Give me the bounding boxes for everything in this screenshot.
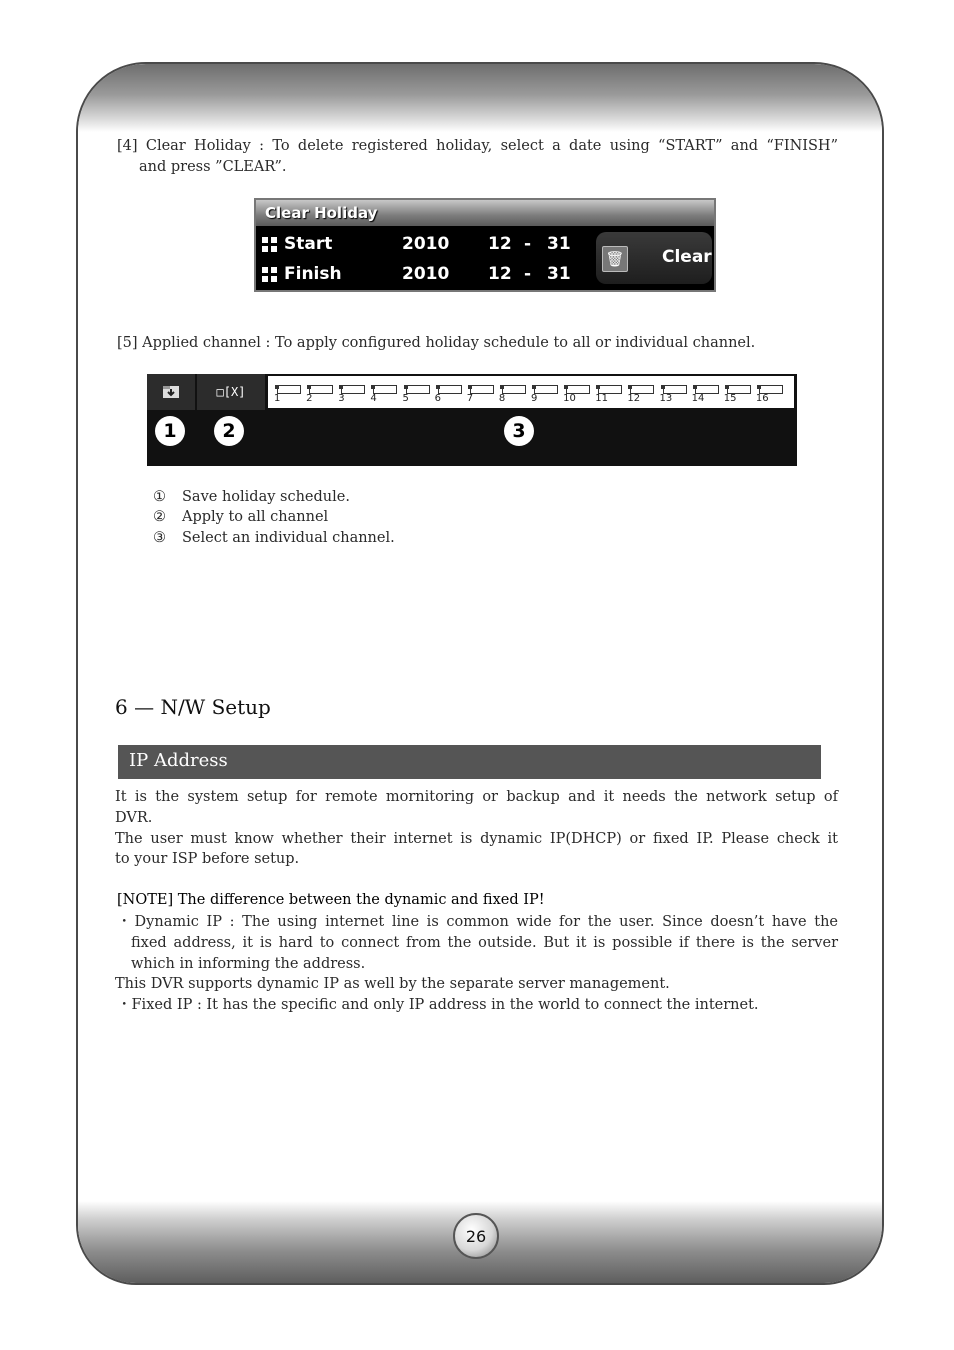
legend-3-mark: ③: [153, 530, 166, 546]
fixed-ip-line: ・Fixed IP : It has the specific and only IP address in the world to connect the internet.: [117, 997, 759, 1013]
body-p1b: DVR.: [115, 810, 153, 826]
header-band: [78, 64, 882, 132]
page-number: 26: [453, 1213, 499, 1259]
section-bar-ip-address: IP Address: [118, 745, 821, 779]
channel-swatch: [309, 385, 333, 394]
channel-number: 7: [466, 393, 474, 404]
finish-year[interactable]: 2010: [402, 264, 450, 284]
channel-swatch: [470, 385, 494, 394]
channel-checkbox[interactable]: [531, 382, 563, 406]
channel-swatch: [406, 385, 430, 394]
channel-number: 10: [563, 393, 576, 404]
channel-swatch: [438, 385, 462, 394]
channel-number: 14: [691, 393, 705, 404]
channel-checkbox[interactable]: [370, 382, 402, 406]
clear-holiday-title: Clear Holiday: [256, 200, 714, 226]
legend-1-text: Save holiday schedule.: [182, 489, 350, 505]
body-p2a: The user must know whether their internet is dynamic IP(DHCP) or fixed IP. Please check it: [115, 831, 838, 847]
section-heading: 6 — N/W Setup: [115, 695, 271, 719]
channel-selector: [268, 376, 794, 408]
finish-day[interactable]: 31: [547, 264, 571, 284]
grid-icon: [262, 237, 277, 252]
clear-holiday-panel: [254, 198, 716, 292]
trash-icon: 🗑: [602, 246, 628, 272]
channel-checkbox[interactable]: [595, 382, 627, 406]
channel-number: 12: [627, 393, 641, 404]
channel-number: 16: [755, 393, 769, 404]
channel-number: 5: [402, 393, 409, 404]
legend-2-mark: ②: [153, 509, 166, 525]
channel-checkbox[interactable]: [660, 382, 692, 406]
grid-icon: [262, 267, 277, 282]
channel-checkbox[interactable]: [467, 382, 499, 406]
body-p2b: to your ISP before setup.: [115, 851, 300, 867]
item4-line2: and press ”CLEAR”.: [139, 159, 287, 175]
channel-checkbox[interactable]: [338, 382, 370, 406]
channel-checkbox[interactable]: [274, 382, 306, 406]
applied-channel-panel: [147, 374, 797, 466]
channel-number: 15: [723, 393, 737, 404]
channel-number: 6: [434, 393, 441, 404]
channel-checkbox[interactable]: [435, 382, 467, 406]
clear-button[interactable]: [596, 232, 712, 284]
channel-number: 1: [274, 393, 281, 404]
body-p1a: It is the system setup for remote mornitoring or backup and it needs the network setup of: [115, 789, 838, 805]
channel-checkbox[interactable]: [724, 382, 756, 406]
finish-label: Finish: [284, 264, 342, 284]
start-row: [262, 230, 582, 258]
channel-checkbox[interactable]: [499, 382, 531, 406]
start-sep: -: [524, 234, 532, 254]
dynamic-ip-line1: ・Dynamic IP : The using internet line is common wide for the user. Since doesn’t have the: [117, 914, 838, 930]
legend-1-mark: ①: [153, 489, 166, 505]
clear-button-label: Clear: [662, 247, 712, 267]
channel-checkbox[interactable]: [756, 382, 788, 406]
channel-checkbox[interactable]: [403, 382, 435, 406]
start-month[interactable]: 12: [488, 234, 512, 254]
apply-all-button[interactable]: □[X]: [197, 374, 265, 410]
channel-number: 11: [595, 393, 608, 404]
finish-month[interactable]: 12: [488, 264, 512, 284]
note-title: [NOTE] The difference between the dynamic and fixed IP!: [117, 892, 545, 908]
channel-swatch: [502, 385, 526, 394]
channel-swatch: [341, 385, 365, 394]
dynamic-ip-line3: which in informing the address.: [131, 956, 366, 972]
finish-row: [262, 260, 582, 288]
channel-number: 8: [498, 393, 506, 404]
channel-swatch: [277, 385, 301, 394]
channel-checkbox[interactable]: [692, 382, 724, 406]
save-button[interactable]: [147, 374, 195, 410]
channel-checkbox[interactable]: [306, 382, 338, 406]
channel-checkbox[interactable]: [627, 382, 659, 406]
channel-number: 13: [659, 393, 673, 404]
marker-3: 3: [504, 416, 534, 446]
marker-1: 1: [155, 416, 185, 446]
finish-sep: -: [524, 264, 532, 284]
start-day[interactable]: 31: [547, 234, 571, 254]
channel-number: 9: [531, 393, 538, 404]
marker-2: 2: [214, 416, 244, 446]
channel-number: 2: [306, 393, 313, 404]
item4-line1: [4] Clear Holiday : To delete registered holiday, select a date using “START” and “FINISH”: [117, 138, 838, 154]
legend-2-text: Apply to all channel: [182, 509, 329, 525]
start-label: Start: [284, 234, 333, 254]
dynamic-ip-line4: This DVR supports dynamic IP as well by the separate server management.: [115, 976, 670, 992]
channel-checkbox[interactable]: [563, 382, 595, 406]
dynamic-ip-line2: fixed address, it is hard to connect from the outside. But it is possible if there is the server: [131, 935, 838, 951]
start-year[interactable]: 2010: [402, 234, 450, 254]
channel-swatch: [373, 385, 397, 394]
legend-3-text: Select an individual channel.: [182, 530, 395, 546]
save-icon: [161, 384, 181, 400]
channel-swatch: [534, 385, 558, 394]
channel-number: 4: [370, 393, 377, 404]
item5-text: [5] Applied channel : To apply configured holiday schedule to all or individual channel.: [117, 335, 756, 351]
channel-number: 3: [338, 393, 345, 404]
